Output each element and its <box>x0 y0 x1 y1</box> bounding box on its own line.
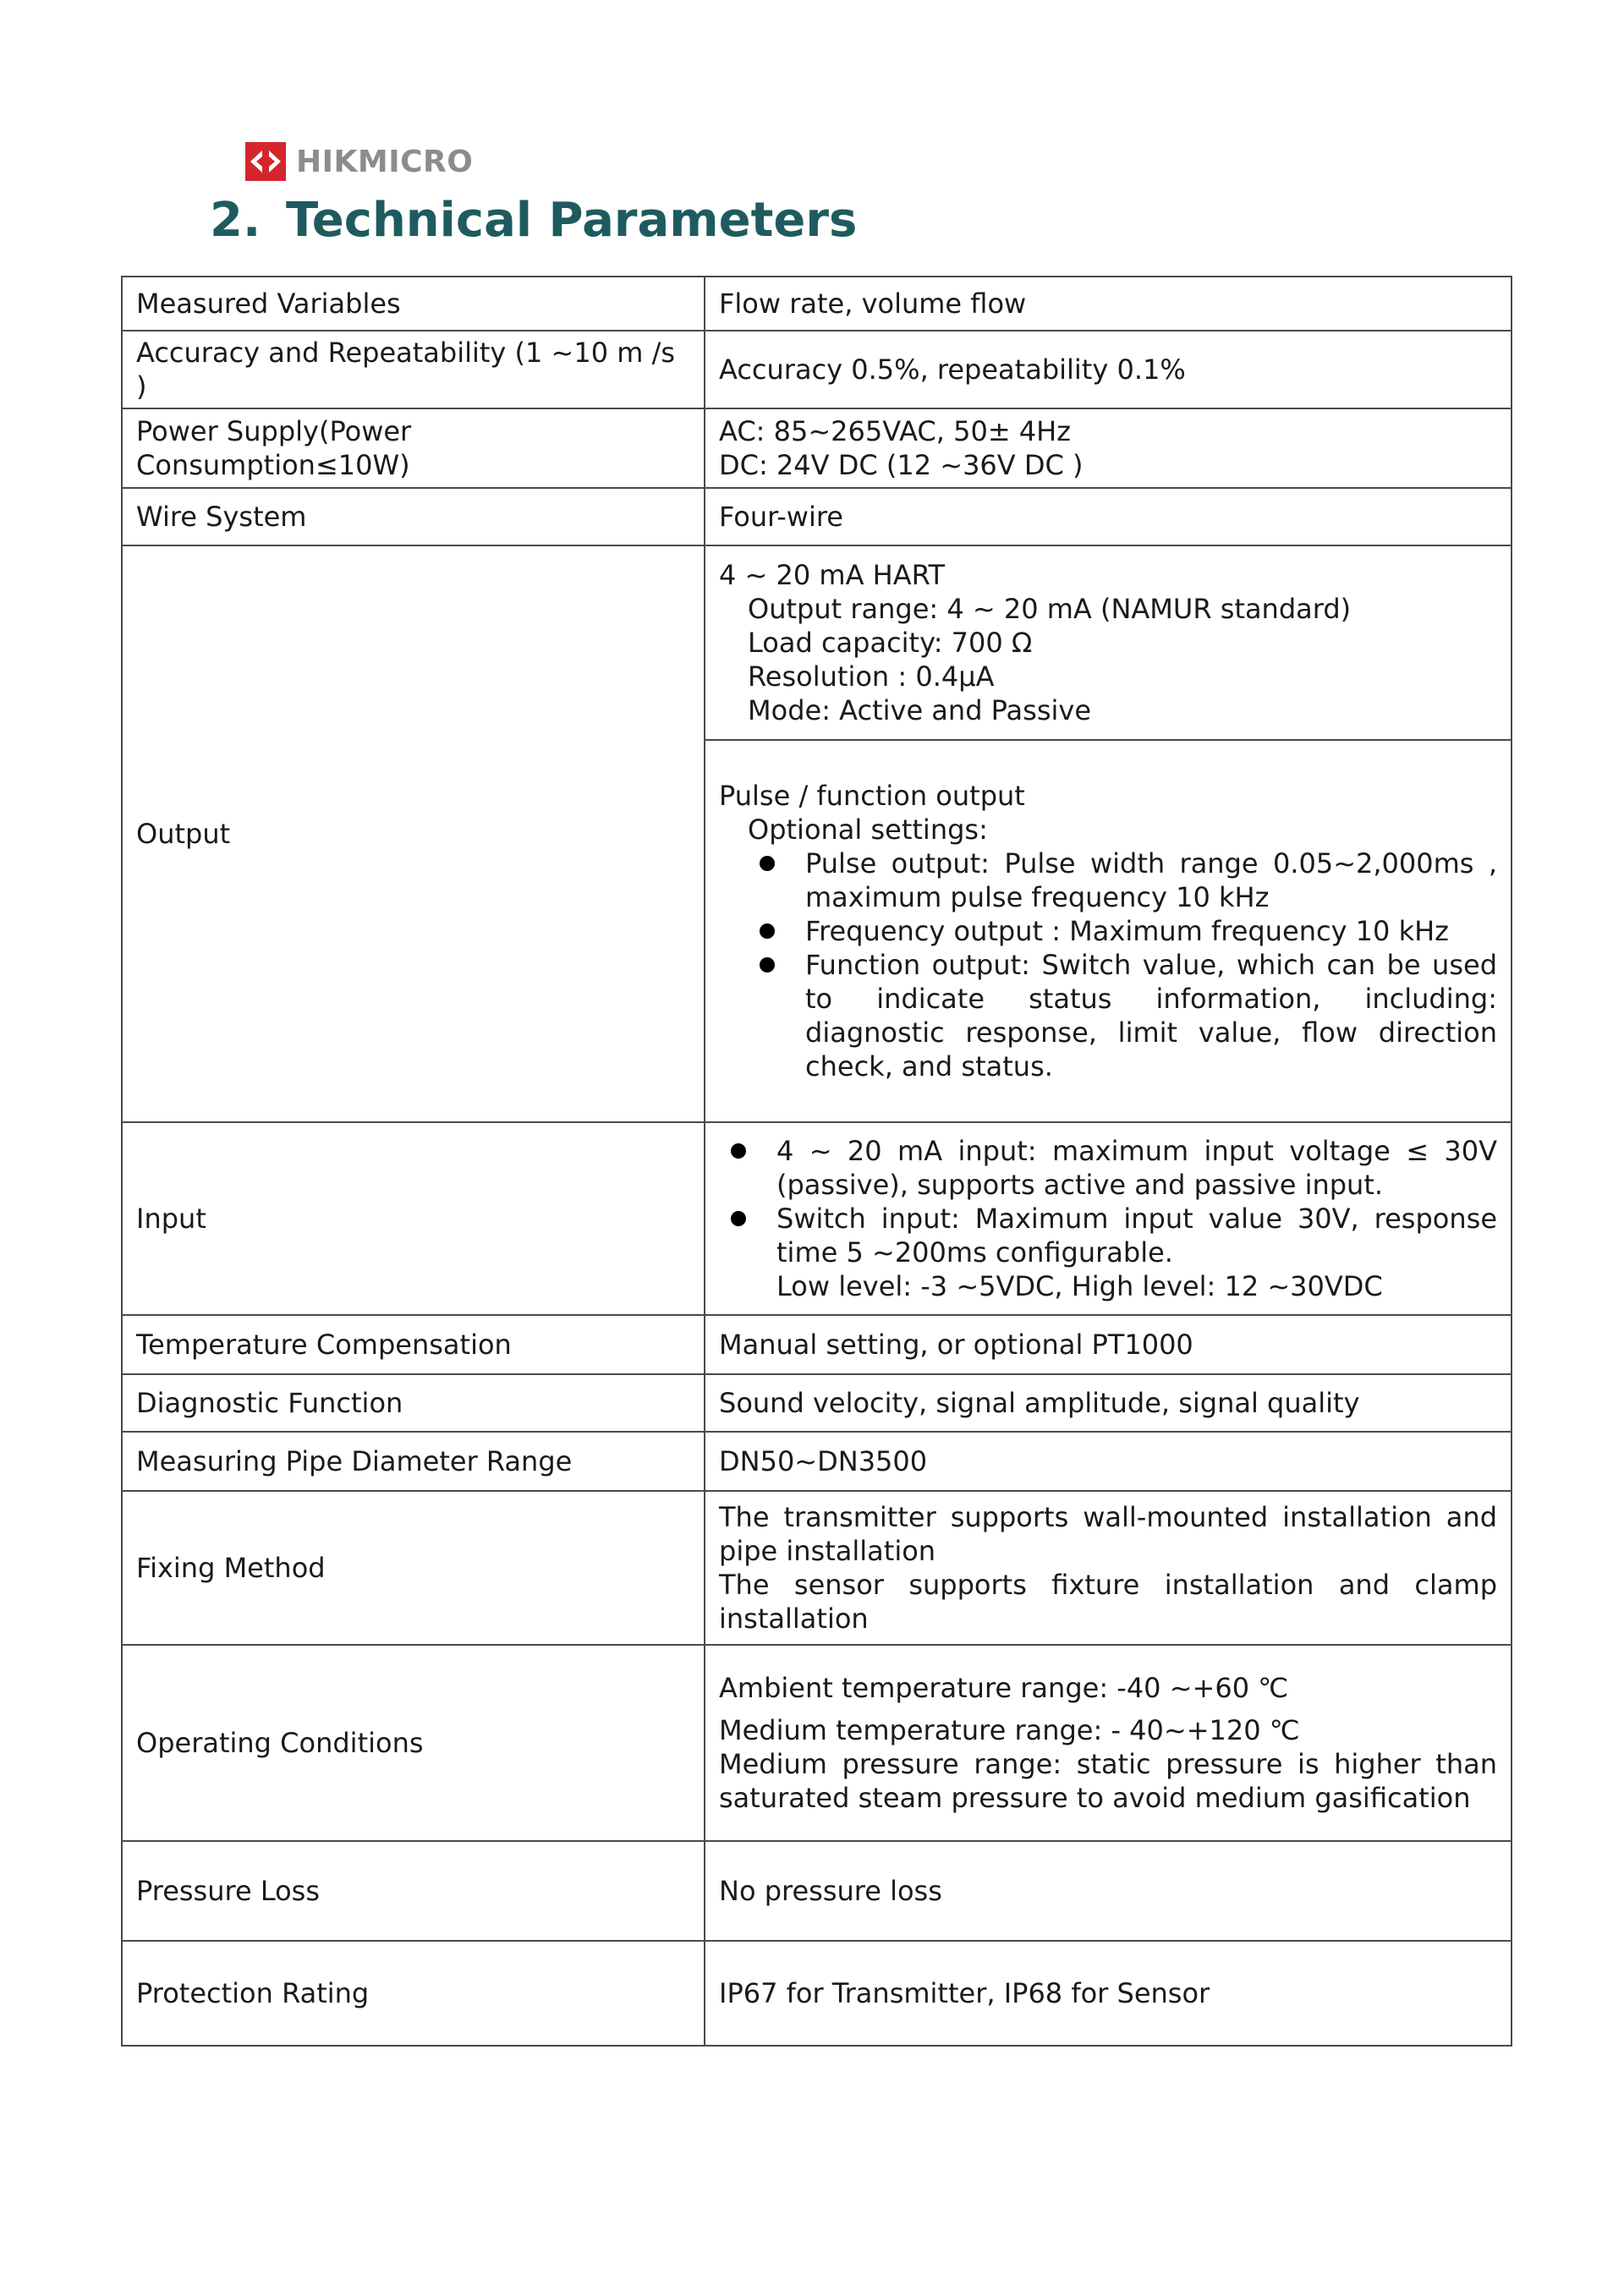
value-cell: IP67 for Transmitter, IP68 for Sensor <box>705 1941 1512 2046</box>
input-level-line: Low level: -3 ~5VDC, High level: 12 ~30VDC <box>776 1270 1383 1302</box>
section-number: 2. <box>210 193 261 248</box>
value-cell <box>705 1645 1512 1841</box>
label-cell: Power Supply(Power Consumption≤10W) <box>122 408 705 488</box>
row-wire-system <box>122 488 1512 545</box>
label-cell: Pressure Loss <box>122 1841 705 1941</box>
hart-line: Output range: 4 ~ 20 mA (NAMUR standard) <box>748 593 1352 625</box>
pulse-options-list <box>748 847 1497 1083</box>
list-item: Pulse output: Pulse width range 0.05~2,000ms , maximum pulse frequency 10 kHz <box>748 847 1497 914</box>
row-diagnostic-function <box>122 1374 1512 1432</box>
value-cell: No pressure loss <box>705 1841 1512 1941</box>
label-cell: Fixing Method <box>122 1491 705 1645</box>
label-cell: Accuracy and Repeatability (1 ~10 m /s ) <box>122 331 705 408</box>
value-cell: DN50~DN3500 <box>705 1432 1512 1491</box>
hart-line: Load capacity: 700 Ω <box>748 627 1033 659</box>
fixing-transmitter-line: The transmitter supports wall-mounted installation and pipe installation <box>719 1501 1497 1567</box>
section-title: Technical Parameters <box>286 193 858 248</box>
brand-name: HIKMICRO <box>296 144 474 179</box>
value-cell: Flow rate, volume flow <box>705 277 1512 331</box>
hikmicro-logo-icon <box>245 142 286 181</box>
pulse-title: Pulse / function output <box>719 780 1025 812</box>
label-cell: Measured Variables <box>122 277 705 331</box>
label-cell: Wire System <box>122 488 705 545</box>
label-cell: Measuring Pipe Diameter Range <box>122 1432 705 1491</box>
power-dc-line: DC: 24V DC (12 ~36V DC ) <box>719 449 1084 481</box>
medium-temperature-line: Medium temperature range: - 40~+120 ℃ <box>719 1714 1300 1746</box>
brand-logo <box>245 142 473 181</box>
fixing-sensor-line: The sensor supports fixture installation and clamp installation <box>719 1569 1497 1635</box>
label-cell: Operating Conditions <box>122 1645 705 1841</box>
list-item: Frequency output : Maximum frequency 10 kHz <box>748 914 1497 948</box>
row-power-supply <box>122 408 1512 488</box>
technical-parameters-table <box>121 276 1512 2047</box>
value-cell: Manual setting, or optional PT1000 <box>705 1315 1512 1374</box>
label-cell: Output <box>122 545 705 1122</box>
pulse-subtitle: Optional settings: <box>748 814 988 846</box>
value-cell <box>705 1491 1512 1645</box>
row-measured-variables <box>122 277 1512 331</box>
value-cell: Accuracy 0.5%, repeatability 0.1% <box>705 331 1512 408</box>
row-operating-conditions <box>122 1645 1512 1841</box>
row-pipe-diameter <box>122 1432 1512 1491</box>
row-temperature-compensation <box>122 1315 1512 1374</box>
power-ac-line: AC: 85~265VAC, 50± 4Hz <box>719 415 1072 447</box>
ambient-temperature-line: Ambient temperature range: -40 ~+60 ℃ <box>719 1672 1289 1704</box>
row-input <box>122 1122 1512 1315</box>
list-item: Switch input: Maximum input value 30V, response time 5 ~200ms configurable. <box>719 1202 1497 1269</box>
input-list <box>719 1134 1497 1269</box>
row-pressure-loss <box>122 1841 1512 1941</box>
label-cell: Diagnostic Function <box>122 1374 705 1432</box>
hart-line: Resolution : 0.4μA <box>748 660 995 693</box>
page-title <box>210 193 857 248</box>
medium-pressure-line: Medium pressure range: static pressure is higher than saturated steam pressure to avoid medium gasification <box>719 1748 1497 1814</box>
value-cell <box>705 1122 1512 1315</box>
label-cell: Input <box>122 1122 705 1315</box>
value-cell: Four-wire <box>705 488 1512 545</box>
row-accuracy <box>122 331 1512 408</box>
value-cell <box>705 545 1512 740</box>
value-cell <box>705 740 1512 1122</box>
value-cell <box>705 408 1512 488</box>
row-protection-rating <box>122 1941 1512 2046</box>
label-cell: Protection Rating <box>122 1941 705 2046</box>
value-cell: Sound velocity, signal amplitude, signal quality <box>705 1374 1512 1432</box>
list-item: 4 ~ 20 mA input: maximum input voltage ≤ 30V (passive), supports active and passive input. <box>719 1134 1497 1202</box>
row-output-hart <box>122 545 1512 740</box>
hart-line: Mode: Active and Passive <box>748 694 1091 726</box>
hart-title: 4 ~ 20 mA HART <box>719 559 946 591</box>
list-item: Function output: Switch value, which can be used to indicate status information, including: diagnostic response, limit value, flow direction check, and status. <box>748 948 1497 1083</box>
label-cell: Temperature Compensation <box>122 1315 705 1374</box>
row-fixing-method <box>122 1491 1512 1645</box>
